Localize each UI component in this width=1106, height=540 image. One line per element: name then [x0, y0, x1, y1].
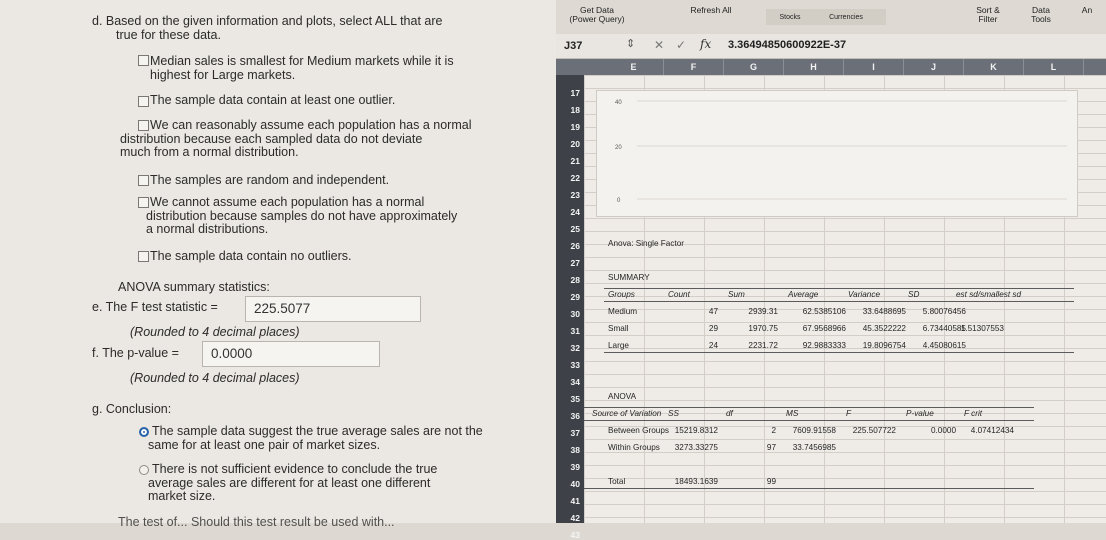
row-header[interactable]: 23 — [570, 190, 580, 200]
row-header[interactable]: 24 — [570, 207, 580, 217]
conclusion-option — [148, 462, 438, 504]
row-header[interactable]: 38 — [570, 445, 580, 455]
group-name-cell[interactable]: Medium — [608, 307, 638, 316]
row-header[interactable]: 43 — [570, 530, 580, 540]
conclusion-radio[interactable] — [139, 465, 149, 475]
table-rule — [604, 288, 1074, 289]
total-value-cell[interactable]: 99 — [766, 477, 776, 486]
anova-value-cell[interactable]: 225.507722 — [852, 426, 896, 435]
summary-value-cell[interactable]: 19.8096754 — [862, 341, 906, 350]
anova-value-cell[interactable]: 15219.8312 — [674, 426, 718, 435]
option-line: distribution because samples do not have approximately — [146, 208, 458, 223]
cancel-icon[interactable]: ✕ — [654, 38, 665, 52]
row-header[interactable]: 34 — [570, 377, 580, 387]
summary-value-cell[interactable]: 6.73440585 — [922, 324, 966, 333]
summary-value-cell[interactable]: 29 — [708, 324, 718, 333]
anova-value-cell[interactable]: 97 — [766, 443, 776, 452]
anova-header-cell[interactable]: SS — [668, 409, 679, 418]
row-header[interactable]: 21 — [570, 156, 580, 166]
stocks-data-type[interactable]: Stocks — [779, 14, 801, 21]
formula-input[interactable]: 3.36494850600922E-37 — [728, 39, 847, 51]
name-box[interactable]: J37 — [564, 40, 583, 52]
conclusion-radio-selected[interactable] — [139, 427, 149, 437]
anova-title-cell[interactable]: Anova: Single Factor — [608, 239, 685, 248]
row-header[interactable]: 41 — [570, 496, 580, 506]
summary-header-cell[interactable]: Variance — [848, 290, 881, 299]
chart-axis-label: 40 — [615, 100, 622, 106]
option-line: a normal distributions. — [146, 222, 269, 236]
summary-value-cell[interactable]: 4.45080615 — [922, 341, 966, 350]
summary-header-cell[interactable]: SD — [908, 290, 920, 299]
anova-header-cell[interactable]: F — [846, 409, 852, 418]
column-header-e[interactable]: E — [604, 59, 664, 75]
anova-value-cell[interactable]: 0.0000 — [930, 426, 956, 435]
option-line: same for at least one pair of market sizes. — [148, 437, 381, 452]
enter-icon[interactable]: ✓ — [676, 38, 687, 52]
option-line: We can reasonably assume each population has a normal — [150, 118, 472, 132]
group-name-cell[interactable]: Small — [608, 324, 629, 333]
row-header[interactable]: 22 — [570, 173, 580, 183]
row-header[interactable]: 35 — [570, 394, 580, 404]
summary-value-cell[interactable]: 62.5385106 — [802, 307, 846, 316]
embedded-chart[interactable] — [596, 90, 1078, 217]
option-line: The sample data contain no outliers. — [150, 249, 352, 263]
row-header[interactable]: 29 — [570, 292, 580, 302]
column-header-i[interactable]: I — [844, 59, 904, 75]
column-header-j[interactable]: J — [904, 59, 964, 75]
column-header-h[interactable]: H — [784, 59, 844, 75]
column-header-l[interactable]: L — [1024, 59, 1084, 75]
summary-header-cell[interactable]: Count — [668, 290, 690, 299]
option-text — [146, 195, 458, 237]
sort-filter-button[interactable]: Sort & Filter — [976, 5, 1000, 24]
anova-value-cell[interactable]: 4.07412434 — [970, 426, 1014, 435]
row-header[interactable]: 26 — [570, 241, 580, 251]
row-header[interactable]: 31 — [570, 326, 580, 336]
get-data-button[interactable]: Get Data (Power Query) — [569, 5, 625, 24]
summary-value-cell[interactable]: 67.9568966 — [802, 324, 846, 333]
anova-value-cell[interactable]: 33.7456985 — [792, 443, 836, 452]
summary-value-cell[interactable]: 24 — [708, 341, 718, 350]
table-rule — [604, 352, 1074, 353]
option-line: The samples are random and independent. — [150, 173, 390, 187]
column-header-f[interactable]: F — [664, 59, 724, 75]
question-e-label: e. The F test statistic = — [92, 300, 218, 314]
cutoff-text: The test of... Should this test result be used with... — [118, 515, 395, 529]
summary-value-cell[interactable]: 92.9883333 — [802, 341, 846, 350]
row-header[interactable]: 40 — [570, 479, 580, 489]
row-header[interactable]: 19 — [570, 122, 580, 132]
column-header-k[interactable]: K — [964, 59, 1024, 75]
row-headers — [556, 75, 584, 540]
summary-value-cell[interactable]: 47 — [708, 307, 718, 316]
option-checkbox[interactable] — [138, 120, 149, 131]
source-name-cell[interactable]: Between Groups — [608, 426, 669, 435]
row-header[interactable]: 30 — [570, 309, 580, 319]
column-header-g[interactable]: G — [724, 59, 784, 75]
row-header[interactable]: 33 — [570, 360, 580, 370]
summary-value-cell[interactable]: 2231.72 — [748, 341, 778, 350]
option-line: The sample data suggest the true average sales are not the — [152, 424, 483, 438]
option-text — [150, 55, 454, 82]
ribbon-toolbar — [556, 0, 1106, 35]
anova-label-cell[interactable]: ANOVA — [608, 392, 637, 401]
rounding-note: (Rounded to 4 decimal places) — [130, 371, 300, 385]
option-text — [150, 94, 395, 108]
anova-header-cell[interactable]: Source of Variation — [592, 409, 662, 418]
row-header[interactable]: 39 — [570, 462, 580, 472]
row-header[interactable]: 36 — [570, 411, 580, 421]
summary-value-cell[interactable]: 33.6488695 — [862, 307, 906, 316]
currencies-data-type[interactable]: Currencies — [829, 14, 863, 21]
option-line: distribution because each sampled data do not deviate — [120, 131, 423, 146]
option-line: The sample data contain at least one outlier. — [150, 93, 396, 107]
summary-value-cell[interactable]: 1.51307553 — [960, 324, 1004, 333]
analysis-button[interactable]: An — [1081, 5, 1093, 15]
total-label-cell[interactable]: Total — [608, 477, 626, 486]
summary-header-cell[interactable]: Average — [788, 290, 819, 299]
anova-value-cell[interactable]: 2 — [771, 426, 776, 435]
column-headers — [556, 59, 1106, 75]
option-line: There is not sufficient evidence to conclude the true — [152, 462, 438, 476]
option-line: market size. — [148, 489, 216, 503]
option-checkbox[interactable] — [138, 96, 149, 107]
row-header[interactable]: 27 — [570, 258, 580, 268]
option-line: We cannot assume each population has a normal — [150, 195, 425, 209]
summary-header-cell[interactable]: Sum — [728, 290, 745, 299]
option-text — [120, 118, 472, 160]
option-checkbox[interactable] — [138, 175, 149, 186]
formula-bar — [556, 34, 1106, 59]
anova-header-cell[interactable]: MS — [786, 409, 799, 418]
p-value-input[interactable]: 0.0000 — [202, 341, 380, 367]
option-text — [150, 250, 352, 264]
summary-value-cell[interactable]: 2939.31 — [748, 307, 778, 316]
source-name-cell[interactable]: Within Groups — [608, 443, 660, 452]
question-d-prompt: d. Based on the given information and plots, select ALL that are — [92, 14, 443, 28]
anova-header-cell[interactable]: df — [726, 409, 733, 418]
summary-value-cell[interactable]: 5.80076456 — [922, 307, 966, 316]
row-header[interactable]: 28 — [570, 275, 580, 285]
table-rule — [604, 301, 1074, 302]
spreadsheet-window — [556, 0, 1106, 540]
summary-label-cell[interactable]: SUMMARY — [608, 273, 650, 282]
summary-value-cell[interactable]: 1970.75 — [748, 324, 778, 333]
option-line: average sales are different for at least one different — [148, 475, 431, 490]
option-checkbox[interactable] — [138, 251, 149, 262]
option-line: Median sales is smallest for Medium markets while it is — [150, 54, 454, 68]
anova-header-cell[interactable]: F crit — [964, 409, 983, 418]
row-header[interactable]: 17 — [570, 88, 580, 98]
total-value-cell[interactable]: 18493.1639 — [674, 477, 718, 486]
summary-value-cell[interactable]: 45.3522222 — [862, 324, 906, 333]
refresh-all-button[interactable]: Refresh All — [690, 5, 732, 15]
chart-canvas — [597, 91, 1077, 216]
row-header[interactable]: 20 — [570, 139, 580, 149]
row-header[interactable]: 18 — [570, 105, 580, 115]
option-line: highest for Large markets. — [150, 67, 296, 82]
option-checkbox[interactable] — [138, 197, 149, 208]
question-panel — [0, 0, 556, 529]
name-box-dropdown-icon[interactable]: ⇕ — [626, 38, 636, 50]
chart-axis-label: 0 — [617, 198, 621, 204]
anova-header-cell[interactable]: P-value — [906, 409, 934, 418]
summary-header-cell[interactable]: Groups — [608, 290, 635, 299]
question-g-label: g. Conclusion: — [92, 402, 172, 416]
anova-summary-heading: ANOVA summary statistics: — [118, 280, 270, 294]
data-tools-button[interactable]: Data Tools — [1031, 5, 1051, 24]
option-line: much from a normal distribution. — [120, 145, 299, 159]
table-rule — [584, 420, 1034, 421]
table-rule — [584, 488, 1034, 489]
row-header[interactable]: 37 — [570, 428, 580, 438]
function-icon[interactable]: fx — [700, 37, 712, 51]
rounding-note: (Rounded to 4 decimal places) — [130, 325, 300, 339]
row-header[interactable]: 32 — [570, 343, 580, 353]
chart-axis-label: 20 — [615, 145, 622, 151]
table-rule — [584, 407, 1034, 408]
anova-value-cell[interactable]: 3273.33275 — [674, 443, 718, 452]
question-d-prompt-cont: true for these data. — [116, 28, 221, 42]
option-checkbox[interactable] — [138, 55, 149, 66]
summary-header-cell[interactable]: est sd/smallest sd — [956, 290, 1022, 299]
row-header[interactable]: 42 — [570, 513, 580, 523]
conclusion-option — [148, 424, 483, 452]
row-header[interactable]: 25 — [570, 224, 580, 234]
anova-value-cell[interactable]: 7609.91558 — [792, 426, 836, 435]
group-name-cell[interactable]: Large — [608, 341, 629, 350]
option-text — [150, 174, 389, 188]
f-statistic-input[interactable]: 225.5077 — [245, 296, 421, 322]
question-f-label: f. The p-value = — [92, 346, 179, 360]
